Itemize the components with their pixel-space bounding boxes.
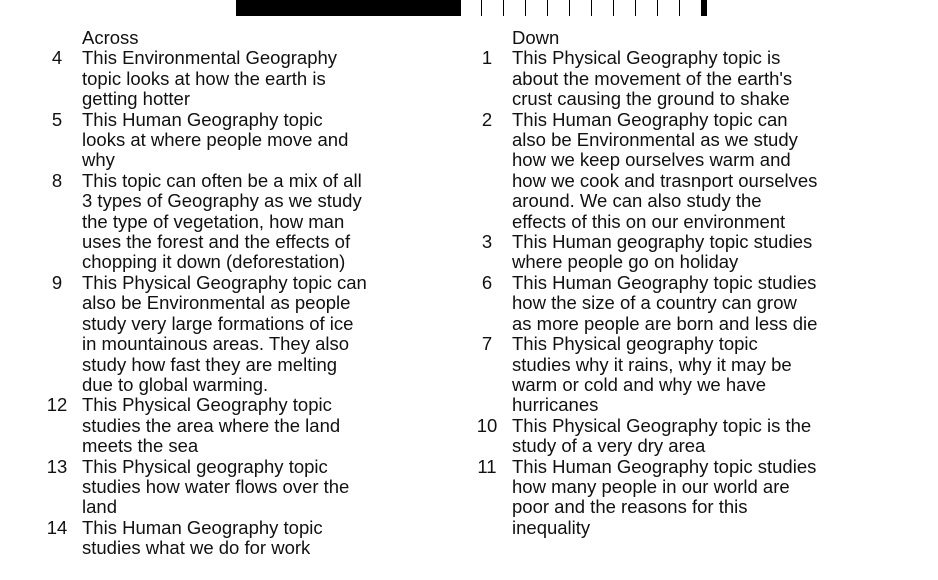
- clue-text-line: studies how water flows over the: [82, 475, 350, 497]
- down-clue-11: [468, 457, 868, 539]
- down-clue-3: [468, 232, 868, 273]
- clue-text-line: the type of vegetation, how man: [82, 210, 345, 232]
- grid-cell: [679, 0, 701, 16]
- grid-cell: [525, 0, 547, 16]
- clue-text: [82, 457, 428, 518]
- clue-text-line: warm or cold and why we have: [512, 373, 766, 395]
- clue-text: [82, 395, 428, 456]
- clue-text-line: looks at where people move and: [82, 129, 349, 151]
- clue-text-line: uses the forest and the effects of: [82, 231, 351, 253]
- clue-text: [512, 273, 868, 334]
- clue-text-line: This Human Geography topic can: [512, 108, 788, 130]
- clue-text-line: land: [82, 496, 117, 518]
- clue-text: [512, 416, 868, 457]
- clue-text-line: as more people are born and less die: [512, 312, 818, 334]
- clue-text-line: This Physical geography topic: [512, 333, 758, 355]
- across-heading: Across: [82, 27, 139, 48]
- clue-text-line: why: [82, 149, 115, 171]
- clue-text: [82, 110, 428, 171]
- grid-cell: [635, 0, 657, 16]
- clue-text-line: crust causing the ground to shake: [512, 88, 790, 110]
- clue-text-line: study how fast they are melting: [82, 353, 338, 375]
- clue-text-line: in mountainous areas. They also: [82, 333, 350, 355]
- grid-cell: [459, 0, 481, 16]
- clue-number: 3: [481, 231, 493, 253]
- down-clue-list: [468, 48, 868, 538]
- clue-text-line: This Physical Geography topic is the: [512, 414, 812, 436]
- clue-text-line: This Physical geography topic: [82, 455, 328, 477]
- down-clue-10: [468, 416, 868, 457]
- down-clue-1: [468, 48, 868, 109]
- across-clue-list: [38, 48, 428, 558]
- clue-number: 5: [51, 108, 63, 130]
- clue-text-line: This Human Geography topic studies: [512, 271, 817, 293]
- clue-text-line: where people go on holiday: [512, 251, 739, 273]
- clue-text-line: getting hotter: [82, 88, 190, 110]
- across-clues-column: [38, 28, 428, 559]
- clue-text-line: 3 types of Geography as we study: [82, 190, 362, 212]
- crossword-grid-edge: [236, 0, 707, 16]
- clue-text-line: inequality: [512, 516, 591, 538]
- clue-number: 9: [51, 271, 63, 293]
- clue-text-line: studies why it rains, why it may be: [512, 353, 792, 375]
- clue-text-line: how the size of a country can grow: [512, 292, 797, 314]
- down-heading: Down: [512, 27, 560, 48]
- across-clue-13: [38, 457, 428, 518]
- across-clue-14: [38, 518, 428, 559]
- clue-text-line: study of a very dry area: [512, 435, 706, 457]
- clue-number: 4: [51, 47, 63, 69]
- grid-cell: [547, 0, 569, 16]
- clue-text-line: This Human Geography topic: [82, 516, 323, 538]
- clue-text-line: This topic can often be a mix of all: [82, 169, 362, 191]
- down-clue-2: [468, 110, 868, 232]
- clue-text-line: also be Environmental as people: [82, 292, 351, 314]
- clue-text: [512, 334, 868, 416]
- clue-text: [82, 273, 428, 395]
- across-clue-8: [38, 171, 428, 273]
- clue-text: [512, 232, 868, 273]
- clue-number: 7: [481, 333, 493, 355]
- down-clue-6: [468, 273, 868, 334]
- clue-number: 12: [46, 394, 68, 416]
- clue-text-line: effects of this on our environment: [512, 210, 786, 232]
- clue-text-line: how many people in our world are: [512, 475, 790, 497]
- clue-text-line: how we keep ourselves warm and: [512, 149, 791, 171]
- grid-cell: [657, 0, 679, 16]
- clue-text-line: This Physical Geography topic is: [512, 47, 781, 69]
- grid-cell: [613, 0, 635, 16]
- clue-text-line: This Physical Geography topic: [82, 394, 332, 416]
- clue-text: [82, 48, 428, 109]
- grid-cell: [591, 0, 613, 16]
- clue-text-line: topic looks at how the earth is: [82, 67, 326, 89]
- clue-number: 10: [476, 414, 498, 436]
- grid-cell: [569, 0, 591, 16]
- clue-text-line: study very large formations of ice: [82, 312, 354, 334]
- clue-text-line: studies what we do for work: [82, 537, 311, 559]
- clue-text-line: about the movement of the earth's: [512, 67, 793, 89]
- clue-text-line: This Physical Geography topic can: [82, 271, 367, 293]
- clue-text: [82, 518, 428, 559]
- clue-text-line: This Human Geography topic studies: [512, 455, 817, 477]
- down-clues-column: [468, 28, 868, 538]
- clue-number: 6: [481, 271, 493, 293]
- across-clue-9: [38, 273, 428, 395]
- clue-text-line: hurricanes: [512, 394, 599, 416]
- clue-number: 1: [481, 47, 493, 69]
- clue-number: 11: [477, 455, 497, 477]
- clue-text-line: how we cook and trasnport ourselves: [512, 169, 818, 191]
- grid-cell: [481, 0, 503, 16]
- clue-text-line: also be Environmental as we study: [512, 129, 798, 151]
- grid-cell: [503, 0, 525, 16]
- clue-text: [512, 110, 868, 232]
- clue-text: [512, 48, 868, 109]
- clue-number: 14: [46, 516, 68, 538]
- clue-text-line: poor and the reasons for this: [512, 496, 748, 518]
- clue-text-line: studies the area where the land: [82, 414, 341, 436]
- clue-number: 2: [481, 108, 493, 130]
- clue-number: 8: [51, 169, 63, 191]
- clue-text-line: due to global warming.: [82, 373, 269, 395]
- clue-text: [82, 171, 428, 273]
- down-clue-7: [468, 334, 868, 416]
- clue-number: 13: [46, 455, 68, 477]
- across-clue-4: [38, 48, 428, 109]
- across-clue-12: [38, 395, 428, 456]
- clue-text-line: This Human geography topic studies: [512, 231, 813, 253]
- crossword-grid-cells: [459, 0, 701, 16]
- clue-text-line: around. We can also study the: [512, 190, 762, 212]
- clue-text: [512, 457, 868, 539]
- clue-text-line: meets the sea: [82, 435, 199, 457]
- clue-text-line: This Environmental Geography: [82, 47, 338, 69]
- clue-text-line: chopping it down (deforestation): [82, 251, 346, 273]
- across-clue-5: [38, 110, 428, 171]
- clue-text-line: This Human Geography topic: [82, 108, 323, 130]
